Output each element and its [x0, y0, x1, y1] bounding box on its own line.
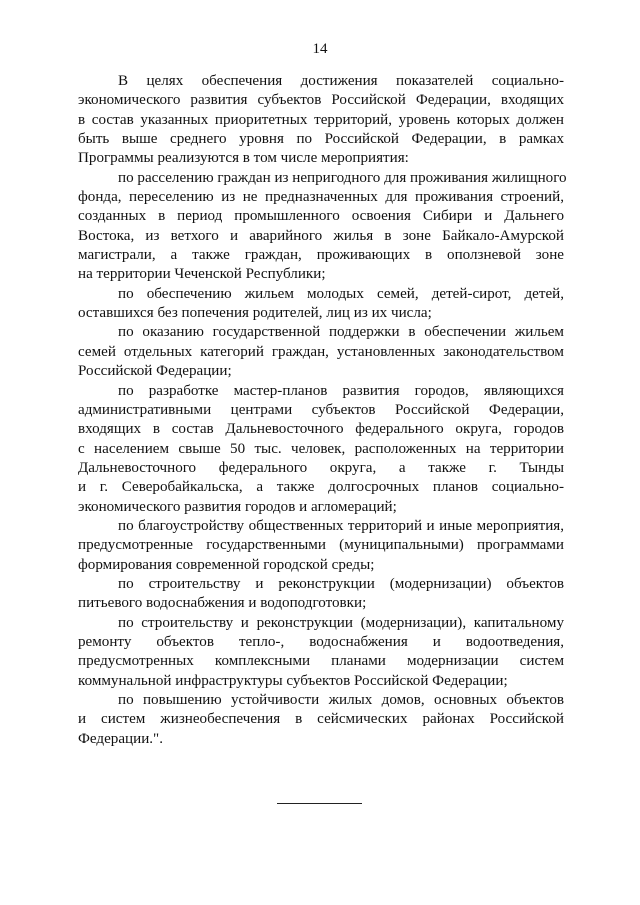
text-line: по расселению граждан из непригодного для проживания жилищного — [118, 169, 567, 186]
text-line: В целях обеспечения достижения показателей социально- — [118, 73, 564, 89]
text-line: в состав указанных приоритетных территорий, уровень которых должен — [78, 111, 564, 128]
text-line: по оказанию государственной поддержки в обеспечении жильем — [118, 324, 564, 341]
text-line: коммунальной инфраструктуры субъектов Российской Федерации; — [78, 672, 508, 689]
text-line: семей отдельных категорий граждан, установленных законодательством — [78, 343, 564, 360]
text-line: экономического развития субъектов Российской Федерации, входящих — [78, 92, 564, 109]
text-line: питьевого водоснабжения и водоподготовки; — [78, 595, 367, 612]
text-line: по повышению устойчивости жилых домов, основных объектов — [118, 692, 564, 708]
text-line: быть выше среднего уровня по Российской Федерации, в рамках — [78, 131, 564, 148]
text-line: Дальневосточного федерального округа, а также г. Тынды — [78, 459, 564, 476]
page-number: 14 — [312, 41, 328, 57]
text-line: Федерации.". — [78, 730, 163, 747]
text-line: Востока, из ветхого и аварийного жилья в зоне Байкало-Амурской — [78, 227, 564, 244]
text-line: Программы реализуются в том числе мероприятия: — [78, 150, 409, 167]
end-rule — [277, 803, 362, 804]
text-line: административными центрами субъектов Российской Федерации, — [78, 401, 564, 418]
text-line: созданных в период промышленного освоения Сибири и Дальнего — [78, 208, 564, 225]
text-line: входящих в состав Дальневосточного федерального округа, городов — [78, 421, 564, 438]
text-line: по обеспечению жильем молодых семей, детей-сирот, детей, — [118, 285, 564, 302]
text-line: магистрали, а также граждан, проживающих в оползневой зоне — [78, 247, 564, 264]
text-line: формирования современной городской среды; — [78, 556, 375, 573]
text-line: оставшихся без попечения родителей, лиц из их числа; — [78, 305, 432, 322]
text-line: предусмотренные государственными (муниципальными) программами — [78, 537, 564, 554]
text-line: ремонту объектов тепло-, водоснабжения и водоотведения, — [78, 633, 564, 650]
text-line: и г. Северобайкальска, а также долгосрочных планов социально- — [78, 479, 564, 496]
text-line: и систем жизнеобеспечения в сейсмических районах Российской — [78, 711, 564, 728]
text-line: с населением свыше 50 тыс. человек, расположенных на территории — [78, 440, 564, 457]
text-line: на территории Чеченской Республики; — [78, 266, 326, 283]
text-line: по благоустройству общественных территорий и иные мероприятия, — [118, 517, 564, 534]
text-line: фонда, переселению из не предназначенных для проживания строений, — [78, 189, 564, 206]
text-line: экономического развития городов и агломераций; — [78, 498, 397, 515]
text-line: Российской Федерации; — [78, 363, 232, 380]
text-line: по строительству и реконструкции (модернизации), капитальному — [118, 614, 564, 631]
text-line: по разработке мастер-планов развития городов, являющихся — [118, 382, 564, 399]
document-body — [78, 72, 567, 749]
text-line: по строительству и реконструкции (модернизации) объектов — [118, 575, 564, 592]
text-line: предусмотренных комплексными планами модернизации систем — [78, 653, 564, 670]
